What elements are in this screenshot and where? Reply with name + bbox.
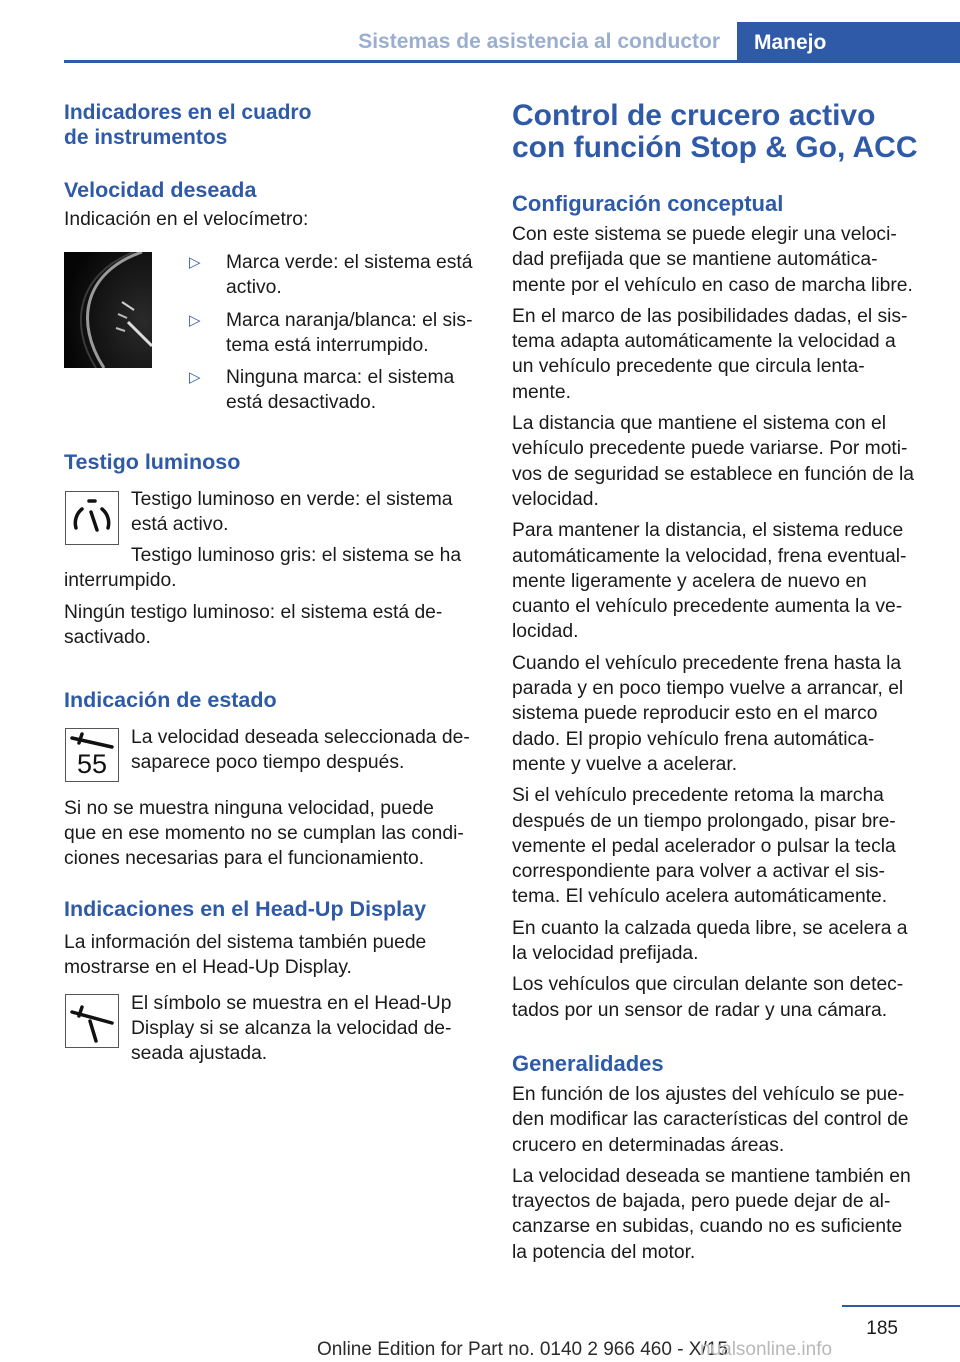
list-item: ▷ Marca verde: el sistema está activo. bbox=[189, 252, 473, 299]
velocidad-intro: Indicación en el velocímetro: bbox=[64, 209, 309, 230]
hud-heading: Indicaciones en el Head-Up Display bbox=[64, 897, 427, 921]
page-number: 185 bbox=[866, 1318, 898, 1339]
triangle-bullet-icon: ▷ bbox=[189, 369, 201, 387]
watermark: nualsonline.info bbox=[700, 1339, 833, 1360]
triangle-bullet-icon: ▷ bbox=[189, 311, 201, 329]
testigo-text-3: Testigo luminoso gris: el sistema se ha bbox=[131, 545, 462, 566]
general-body: En función de los ajustes del vehículo se pue- den modificar las características del control de crucero en determinadas áreas. La velocidad deseada se mantiene también en trayectos de bajada, pero puede dejar de al- canzarse en subidas, cuando no es suficiente la potencia del motor. bbox=[512, 1084, 911, 1263]
concept-heading: Configuración conceptual bbox=[512, 191, 784, 216]
list-item: ▷ Ninguna marca: el sistema está desactivado. bbox=[189, 367, 455, 414]
hud-text-5: seada ajustada. bbox=[131, 1043, 268, 1064]
list-item: ▷ Marca naranja/blanca: el sis- tema está interrumpido. bbox=[189, 309, 473, 356]
page-number-rule bbox=[842, 1305, 960, 1307]
hud-text-2: mostrarse en el Head-Up Display. bbox=[64, 957, 352, 978]
estado-text-4: que en ese momento no se cumplan las condi- bbox=[64, 823, 464, 844]
cruise-indicator-icon bbox=[65, 491, 119, 545]
estado-text-3: Si no se muestra ninguna velocidad, puede bbox=[64, 798, 434, 819]
triangle-bullet-icon: ▷ bbox=[189, 254, 201, 271]
right-column bbox=[512, 100, 926, 164]
left-title: Indicadores en el cuadro de instrumentos bbox=[64, 101, 312, 149]
edition-note: Online Edition for Part no. 0140 2 966 460 - X/15 bbox=[317, 1339, 728, 1360]
velocidad-bullet-list bbox=[189, 250, 479, 416]
testigo-text-1: Testigo luminoso en verde: el sistema bbox=[131, 489, 453, 510]
general-heading: Generalidades bbox=[512, 1051, 664, 1076]
velocidad-heading: Velocidad deseada bbox=[64, 178, 257, 202]
speedometer-image bbox=[64, 252, 152, 368]
hud-text-4: Display si se alcanza la velocidad de- bbox=[131, 1018, 452, 1039]
right-title: Control de crucero activo con función Stop & Go, ACC bbox=[512, 99, 918, 164]
concept-body: Con este sistema se puede elegir una veloci- dad prefijada que se mantiene automática- mente por el vehículo en caso de marcha libre. En el marco de las posibilidades dadas, el sis- tema adapta automáticamente la velocidad a un vehículo precedente que circula lenta- mente. La distancia que mantiene el sistema con el vehículo precedente puede variarse. Por moti- vos de seguridad se establece en función de la velocidad. Para mantener la distancia, el sistema reduce automáticamente la velocidad, frena eventual- mente ligeramente y acelera de nuevo en cuanto el vehículo precedente aumenta la ve- locidad. Cuando el vehículo precedente frena hasta la parada y en poco tiempo vuelve a arrancar, el sistema puede reproducir esto en el marco dado. El propio vehículo frena automática- mente y vuelve a acelerar. Si el vehículo precedente retoma la marcha después de un tiempo prolongado, pisar bre- vemente el pedal acelerador o pulsar la tecla correspondiente para volver a activar el sis- tema. El vehículo acelera automáticamente. En cuanto la calzada queda libre, se acelera a la velocidad prefijada. Los vehículos que circulan delante son detec- tados por un sensor de radar y una cámara. bbox=[512, 224, 914, 1021]
speed-status-number: 55 bbox=[76, 749, 108, 779]
estado-text-5: ciones necesarias para el funcionamiento. bbox=[64, 848, 425, 869]
hud-symbol-icon bbox=[65, 994, 119, 1048]
testigo-text-5: Ningún testigo luminoso: el sistema está de- bbox=[64, 602, 443, 623]
testigo-heading: Testigo luminoso bbox=[64, 450, 241, 474]
estado-heading: Indicación de estado bbox=[64, 688, 277, 712]
header-rule bbox=[64, 60, 960, 63]
testigo-text-6: sactivado. bbox=[64, 627, 151, 648]
hud-text-3: El símbolo se muestra en el Head-Up bbox=[131, 993, 452, 1014]
left-column bbox=[64, 100, 478, 150]
testigo-text-2: está activo. bbox=[131, 514, 229, 535]
speed-status-icon bbox=[65, 728, 119, 782]
hud-text-1: La información del sistema también puede bbox=[64, 932, 427, 953]
estado-text-2: saparece poco tiempo después. bbox=[131, 752, 405, 773]
header-chapter-tab: Manejo bbox=[737, 22, 960, 63]
header-section-title: Sistemas de asistencia al conductor bbox=[358, 30, 720, 53]
testigo-text-4: interrumpido. bbox=[64, 570, 177, 591]
estado-text-1: La velocidad deseada seleccionada de- bbox=[131, 727, 470, 748]
